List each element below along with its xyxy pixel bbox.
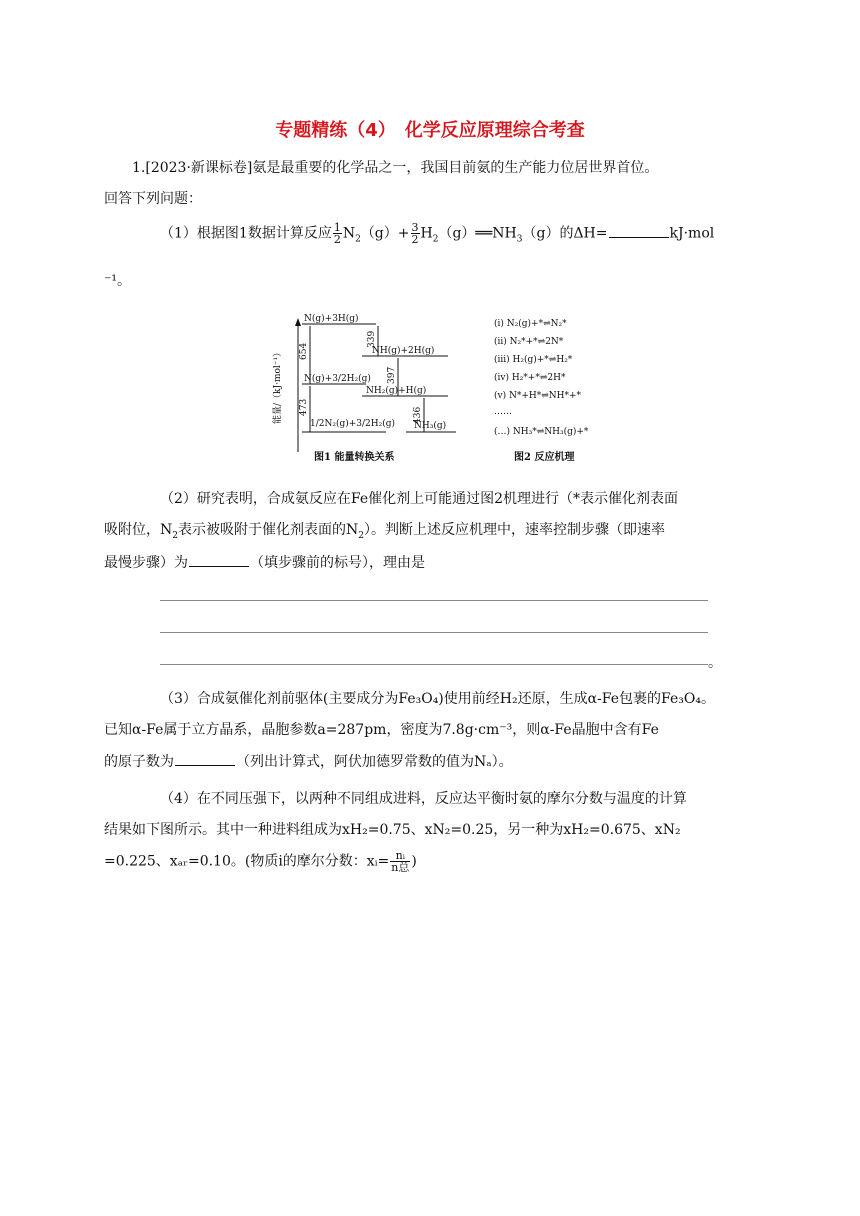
- svg-text:(ⅱ) N₂*+*⇌2N*: (ⅱ) N₂*+*⇌2N*: [494, 337, 564, 347]
- fig1-yaxis: 能量/（kJ·mol⁻¹）: [273, 347, 283, 424]
- svg-text:NH₃(g): NH₃(g): [414, 421, 447, 431]
- fraction-half: $\frac{1}{2}$: [333, 221, 341, 246]
- fig1-caption: 图1 能量转换关系: [314, 452, 395, 463]
- q1-intro-line1: 1.[2023·新课标卷]氨是最重要的化学品之一，我国目前氨的生产能力位居世界首位。: [132, 160, 659, 176]
- svg-text:NH(g)+2H(g): NH(g)+2H(g): [372, 346, 435, 356]
- q1-part4-line3: =0.225、xₐᵣ=0.10。(物质i的摩尔分数：xᵢ= $\frac{\text{nᵢ}}{\text{n总}}$ ): [104, 849, 417, 874]
- q1-part1: （1）根据图1数据计算反应 $\frac{1}{2}$ $N_2(g)+$ $\frac{3}{2}$ $H_2(g)══NH_3(g)$的ΔH= kJ·mol: [160, 221, 715, 246]
- svg-text:(ⅰ) N₂(g)+*⇌N₂*: (ⅰ) N₂(g)+*⇌N₂*: [494, 319, 567, 329]
- answer-line-2[interactable]: [160, 632, 708, 633]
- svg-text:(…) NH₃*⇌NH₃(g)+*: (…) NH₃*⇌NH₃(g)+*: [494, 427, 589, 437]
- answer-blank-2[interactable]: [189, 554, 249, 567]
- q1-part3-line1: （3）合成氨催化剂前驱体(主要成分为Fe₃O₄)使用前经H₂还原，生成α-Fe包裹的Fe₃O₄。: [160, 691, 715, 707]
- svg-text:397: 397: [387, 366, 397, 384]
- q1-part3-line3: 的原子数为 （列出计算式，阿伏加德罗常数的值为Nₐ）。: [104, 754, 513, 770]
- page-title: 专题精练（4） 化学反应原理综合考查: [275, 120, 585, 141]
- fig2-caption: 图2 反应机理: [514, 452, 575, 463]
- svg-text:N(g)+3/2H₂(g): N(g)+3/2H₂(g): [304, 374, 371, 384]
- q1-part2-line2: 吸附位，$N_2$表示被吸附于催化剂表面的$N_2$）。判断上述反应机理中，速率控制步骤（即速率: [104, 522, 665, 541]
- answer-line-1[interactable]: [160, 600, 708, 601]
- answer-blank-3[interactable]: [175, 753, 235, 766]
- answer-blank-1[interactable]: [609, 225, 669, 238]
- answer-line-3[interactable]: [160, 664, 708, 665]
- svg-text:339: 339: [367, 330, 377, 348]
- q1-part2-line3: 最慢步骤）为 （填步骤前的标号），理由是: [104, 555, 425, 571]
- q1-part3-line2: 已知α-Fe属于立方晶系，晶胞参数a=287pm，密度为7.8g·cm⁻³，则α-Fe晶胞中含有Fe: [104, 722, 659, 738]
- q1-intro-line2: 回答下列问题：: [104, 191, 202, 207]
- fraction-three-half: $\frac{3}{2}$: [411, 221, 419, 246]
- svg-text:473: 473: [299, 398, 309, 416]
- svg-text:654: 654: [299, 342, 309, 360]
- q1-part2-line1: （2）研究表明，合成氨反应在Fe催化剂上可能通过图2机理进行（*表示催化剂表面: [160, 491, 679, 507]
- figure-energy-and-mechanism: [266, 304, 626, 464]
- svg-text:436: 436: [413, 406, 423, 424]
- q1-part4-line2: 结果如下图所示。其中一种进料组成为xH₂=0.75、xN₂=0.25，另一种为xH₂=0.675、xN₂: [104, 822, 681, 838]
- figure1-energy-diagram: [271, 313, 456, 463]
- svg-text:(ⅲ) H₂(g)+*⇌H₂*: (ⅲ) H₂(g)+*⇌H₂*: [494, 355, 573, 365]
- svg-text:……: ……: [494, 407, 512, 417]
- figure2-mechanism: [494, 318, 589, 463]
- svg-text:NH₂(g)+H(g): NH₂(g)+H(g): [366, 386, 427, 396]
- q1-part4-line1: （4）在不同压强下，以两种不同组成进料，反应达平衡时氨的摩尔分数与温度的计算: [160, 791, 687, 807]
- svg-text:N(g)+3H(g): N(g)+3H(g): [304, 314, 359, 324]
- q1-part1-tail: ⁻¹。: [104, 273, 132, 289]
- svg-text:1/2N₂(g)+3/2H₂(g): 1/2N₂(g)+3/2H₂(g): [310, 419, 396, 429]
- svg-text:(ⅳ) H₂*+*⇌2H*: (ⅳ) H₂*+*⇌2H*: [494, 373, 566, 383]
- svg-text:(ⅴ) N*+H*⇌NH*+*: (ⅴ) N*+H*⇌NH*+*: [494, 391, 582, 401]
- mole-fraction: $\frac{\text{nᵢ}}{\text{n总}}$: [391, 849, 410, 874]
- answer-line-end: 。: [708, 655, 722, 671]
